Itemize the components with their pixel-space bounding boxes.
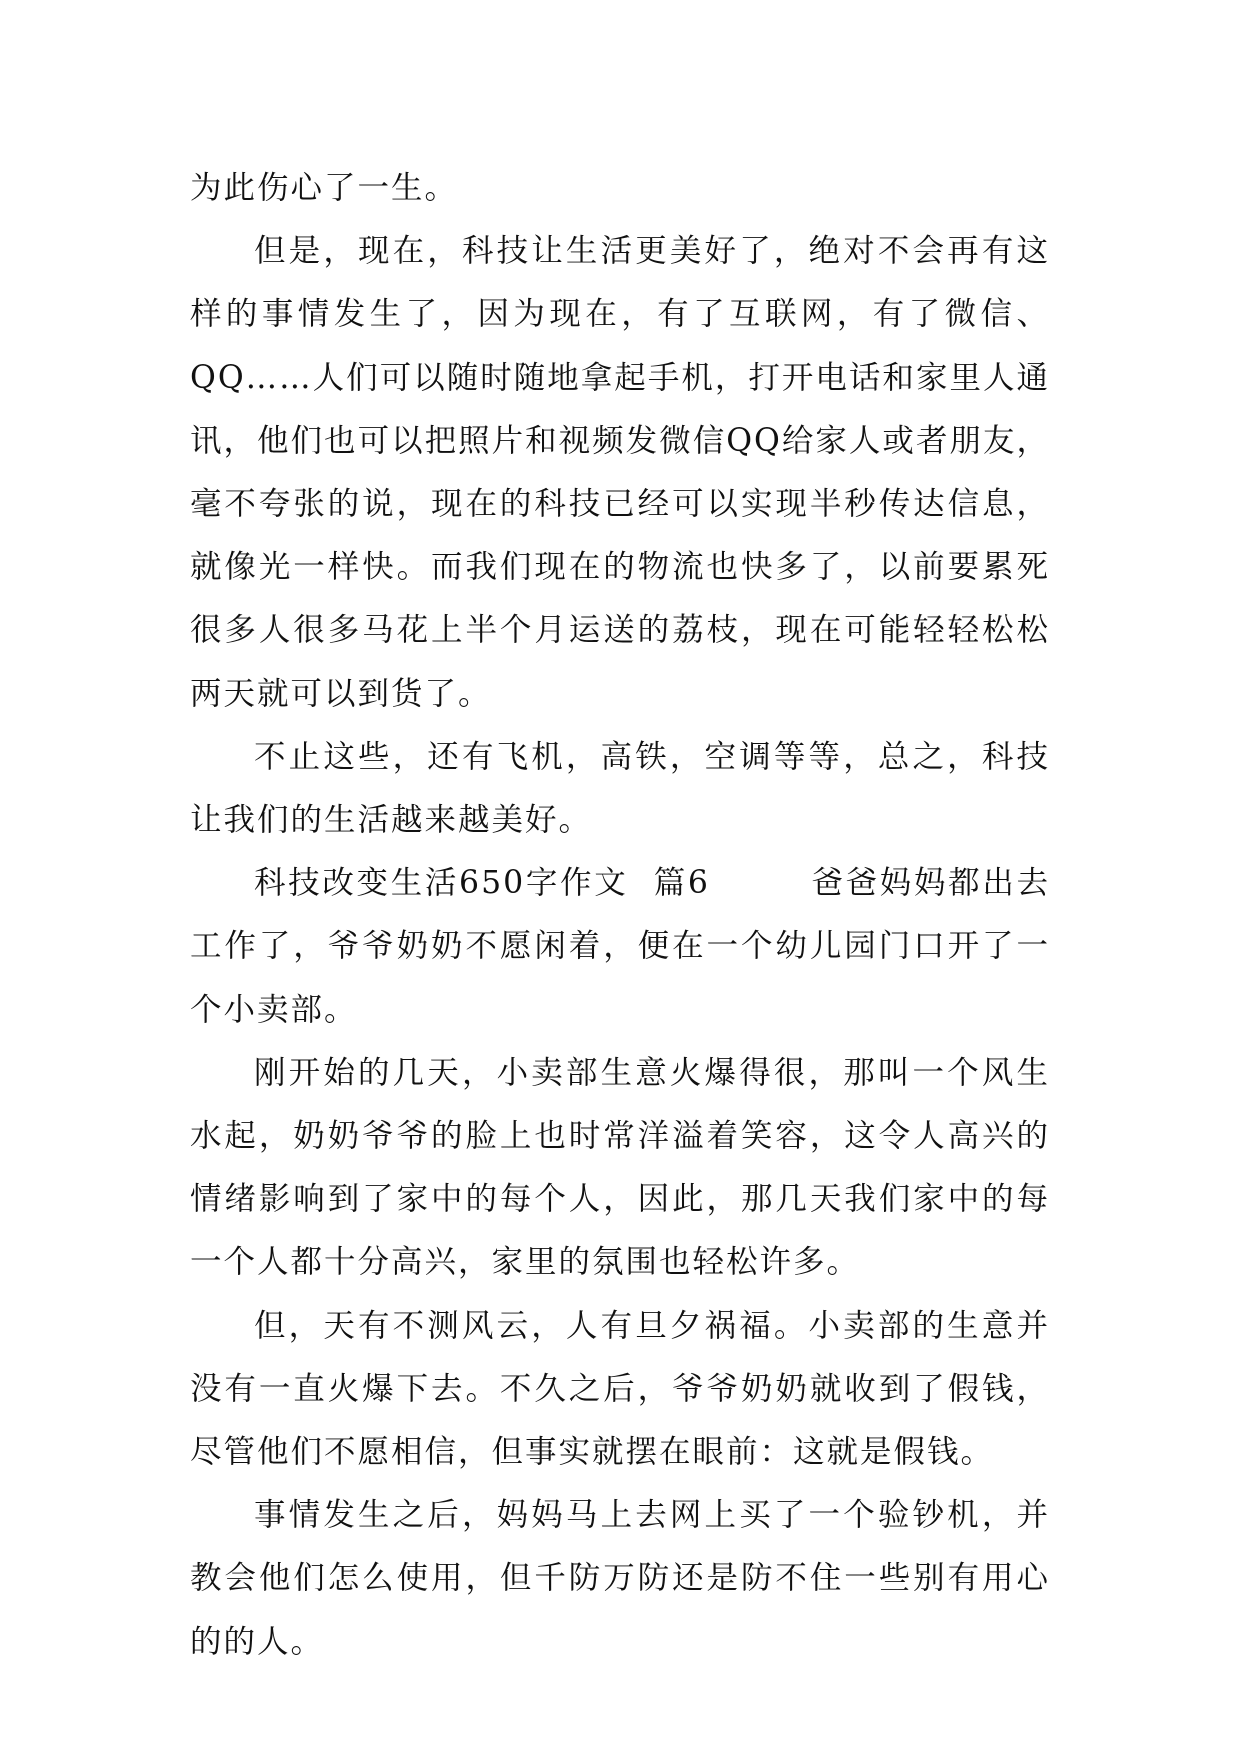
paragraph-3: 不止这些，还有飞机，高铁，空调等等，总之，科技让我们的生活越来越美好。 xyxy=(190,738,1050,839)
paragraph-1: 为此伤心了一生。 xyxy=(190,170,459,206)
paragraph-5: 刚开始的几天，小卖部生意火爆得很，那叫一个风生水起，奶奶爷爷的脸上也时常洋溢着笑容，这令人高兴的情绪影响到了家中的每个人，因此，那几天我们家中的每一个人都十分高兴，家里的氛围也轻松许多。 xyxy=(190,1054,1050,1281)
document-body xyxy=(190,157,1050,1674)
paragraph-4: 科技改变生活650字作文 篇6 爸爸妈妈都出去工作了，爷爷奶奶不愿闲着，便在一个幼儿园门口开了一个小卖部。 xyxy=(190,865,1050,1028)
paragraph-2: 但是，现在，科技让生活更美好了，绝对不会再有这样的事情发生了，因为现在，有了互联网，有了微信、QQ……人们可以随时随地拿起手机，打开电话和家里人通讯，他们也可以把照片和视频发微信QQ给家人或者朋友，毫不夸张的说，现在的科技已经可以实现半秒传达信息，就像光一样快。而我们现在的物流也快多了，以前要累死很多人很多马花上半个月运送的荔枝，现在可能轻轻松松两天就可以到货了。 xyxy=(190,233,1050,712)
paragraph-7: 事情发生之后，妈妈马上去网上买了一个验钞机，并教会他们怎么使用，但千防万防还是防不住一些别有用心的的人。 xyxy=(190,1497,1050,1660)
paragraph-6: 但，天有不测风云，人有旦夕祸福。小卖部的生意并没有一直火爆下去。不久之后，爷爷奶奶就收到了假钱，尽管他们不愿相信，但事实就摆在眼前：这就是假钱。 xyxy=(190,1307,1050,1471)
